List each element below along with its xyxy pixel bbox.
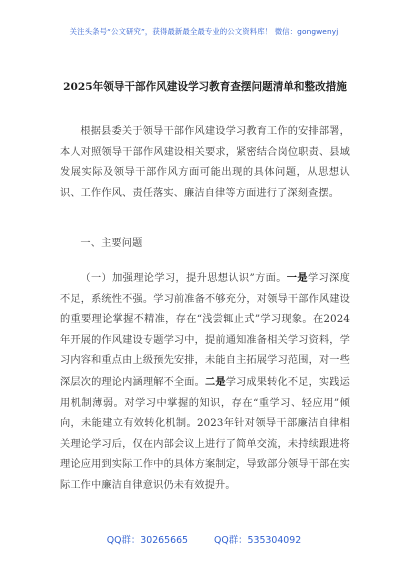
document-title: 2025年领导干部作风建设学习教育查摆问题清单和整改措施 <box>63 81 347 93</box>
qq-group-1: QQ群：30265665 <box>106 535 189 546</box>
paragraph-end: 学习成果转化不足，实践运用机制薄弱。对学习中掌握的知识，存在“重学习、轻应用”倾向，未能建立有效转化机制。2023年针对领导干部廉洁自律相关理论学习后，仅在内部会议上进行了简单交流，未持续跟进将理论应用到实际工作中的具体方案制定，导致部分领导干部在实际工作中廉洁自律意识仍未有效提升。 <box>60 376 350 491</box>
paragraph-middle: 学习深度不足，系统性不强。学习前准备不够充分，对领导干部作风建设的重要理论掌握不精准，存在“浅尝辄止式”学习现象。在2024年开展的作风建设专题学习中，提前通知准备相关学习资料，学习内容和重点由上级预先安排，未能自主拓展学习范围，对一些深层次的理论内涵理解不全面。 <box>60 273 350 388</box>
qq-group-2: QQ群：535304092 <box>214 535 302 546</box>
point-marker-1: 一是 <box>286 272 308 284</box>
footer-contact <box>0 532 408 546</box>
point-marker-2: 二是 <box>205 375 226 388</box>
section-heading: 一、主要问题 <box>80 238 143 249</box>
paragraph-lead: （一）加强理论学习，提升思想认识”方面。 <box>80 273 287 284</box>
header-banner: 关注头条号“公文研究”，获得最新最全最专业的公文资料库！ 微信：gongwenyj <box>69 27 339 36</box>
problem-paragraph <box>60 268 350 497</box>
intro-paragraph: 根据县委关于领导干部作风建设学习教育工作的安排部署，本人对照领导干部作风建设相关要求，紧密结合岗位职责、县域发展实际及领导干部作风方面可能出现的具体问题，从思想认识、工作作风、责任落实、廉洁自律等方面进行了深刻查摆。 <box>60 126 350 199</box>
